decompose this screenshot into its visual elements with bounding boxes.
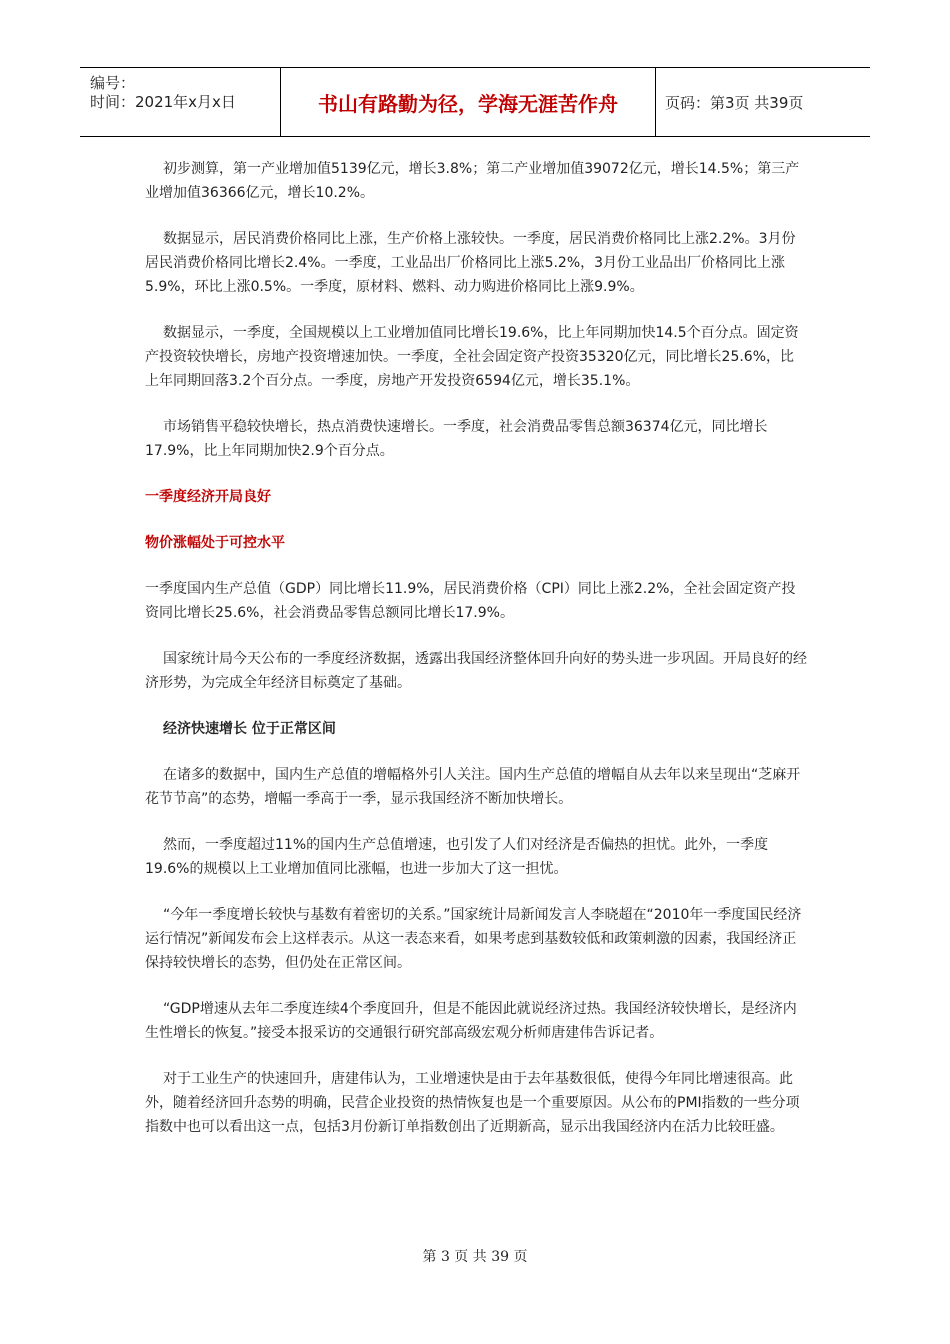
paragraph: “GDP增速从去年二季度连续4个季度回升，但是不能因此就说经济过热。我国经济较快增长，是经济内生性增长的恢复。”接受本报采访的交通银行研究部高级宏观分析师唐建伟告诉记者。 [145, 1001, 797, 1041]
paragraph: 对于工业生产的快速回升，唐建伟认为，工业增速快是由于去年基数很低，使得今年同比增速很高。此外，随着经济回升态势的明确，民营企业投资的热情恢复也是一个重要原因。从公布的PMI指数的一些分项指数中也可以看出这一点，包括3月份新订单指数创出了近期新高，显示出我国经济内在活力比较旺盛。 [145, 1071, 800, 1135]
subsection-title: 经济快速增长 位于正常区间 [163, 721, 336, 737]
page-footer: 第 3 页 共 39 页 [422, 1249, 528, 1265]
paragraph: 初步测算，第一产业增加值5139亿元，增长3.8%；第二产业增加值39072亿元，增长14.5%；第三产业增加值36366亿元，增长10.2%。 [145, 161, 800, 201]
header-meta [80, 68, 281, 136]
document-number-label: 编号： [90, 74, 136, 92]
page-header [80, 67, 870, 137]
header-page-info: 页码：第3页 共39页 [665, 93, 804, 112]
paragraph: 然而，一季度超过11%的国内生产总值增速，也引发了人们对经济是否偏热的担忧。此外，一季度19.6%的规模以上工业增加值同比涨幅，也进一步加大了这一担忧。 [145, 837, 769, 877]
paragraph: 数据显示，居民消费价格同比上涨，生产价格上涨较快。一季度，居民消费价格同比上涨2.2%。3月份居民消费价格同比增长2.4%。一季度，工业品出厂价格同比上涨5.2%，3月份工业品出厂价格同比上涨5.9%，环比上涨0.5%。一季度，原材料、燃料、动力购进价格同比上涨9.9%。 [145, 231, 796, 295]
header-motto: 书山有路勤为径，学海无涯苦作舟 [281, 68, 656, 136]
paragraph: “今年一季度增长较快与基数有着密切的关系。”国家统计局新闻发言人李晓超在“2010年一季度国民经济运行情况”新闻发布会上这样表示。从这一表态来看，如果考虑到基数较低和政策刺激的因素，我国经济正保持较快增长的态势，但仍处在正常区间。 [145, 907, 802, 971]
paragraph: 一季度国内生产总值（GDP）同比增长11.9%，居民消费价格（CPI）同比上涨2.2%，全社会固定资产投资同比增长25.6%，社会消费品零售总额同比增长17.9%。 [145, 581, 796, 621]
document-date: 时间：2021年x月x日 [90, 93, 236, 111]
paragraph: 数据显示，一季度，全国规模以上工业增加值同比增长19.6%，比上年同期加快14.5个百分点。固定资产投资较快增长，房地产投资增速加快。一季度，全社会固定资产投资35320亿元，同比增长25.6%，比上年同期回落3.2个百分点。一季度，房地产开发投资6594亿元，增长35.1%。 [145, 325, 799, 389]
section-title: 一季度经济开局良好 [145, 489, 271, 505]
paragraph: 国家统计局今天公布的一季度经济数据，透露出我国经济整体回升向好的势头进一步巩固。开局良好的经济形势，为完成全年经济目标奠定了基础。 [145, 651, 807, 691]
article-body [145, 157, 807, 1161]
paragraph: 市场销售平稳较快增长，热点消费快速增长。一季度，社会消费品零售总额36374亿元，同比增长17.9%，比上年同期加快2.9个百分点。 [145, 419, 768, 459]
paragraph: 在诸多的数据中，国内生产总值的增幅格外引人关注。国内生产总值的增幅自从去年以来呈现出“芝麻开花节节高”的态势，增幅一季高于一季，显示我国经济不断加快增长。 [145, 767, 801, 807]
section-title: 物价涨幅处于可控水平 [145, 535, 285, 551]
